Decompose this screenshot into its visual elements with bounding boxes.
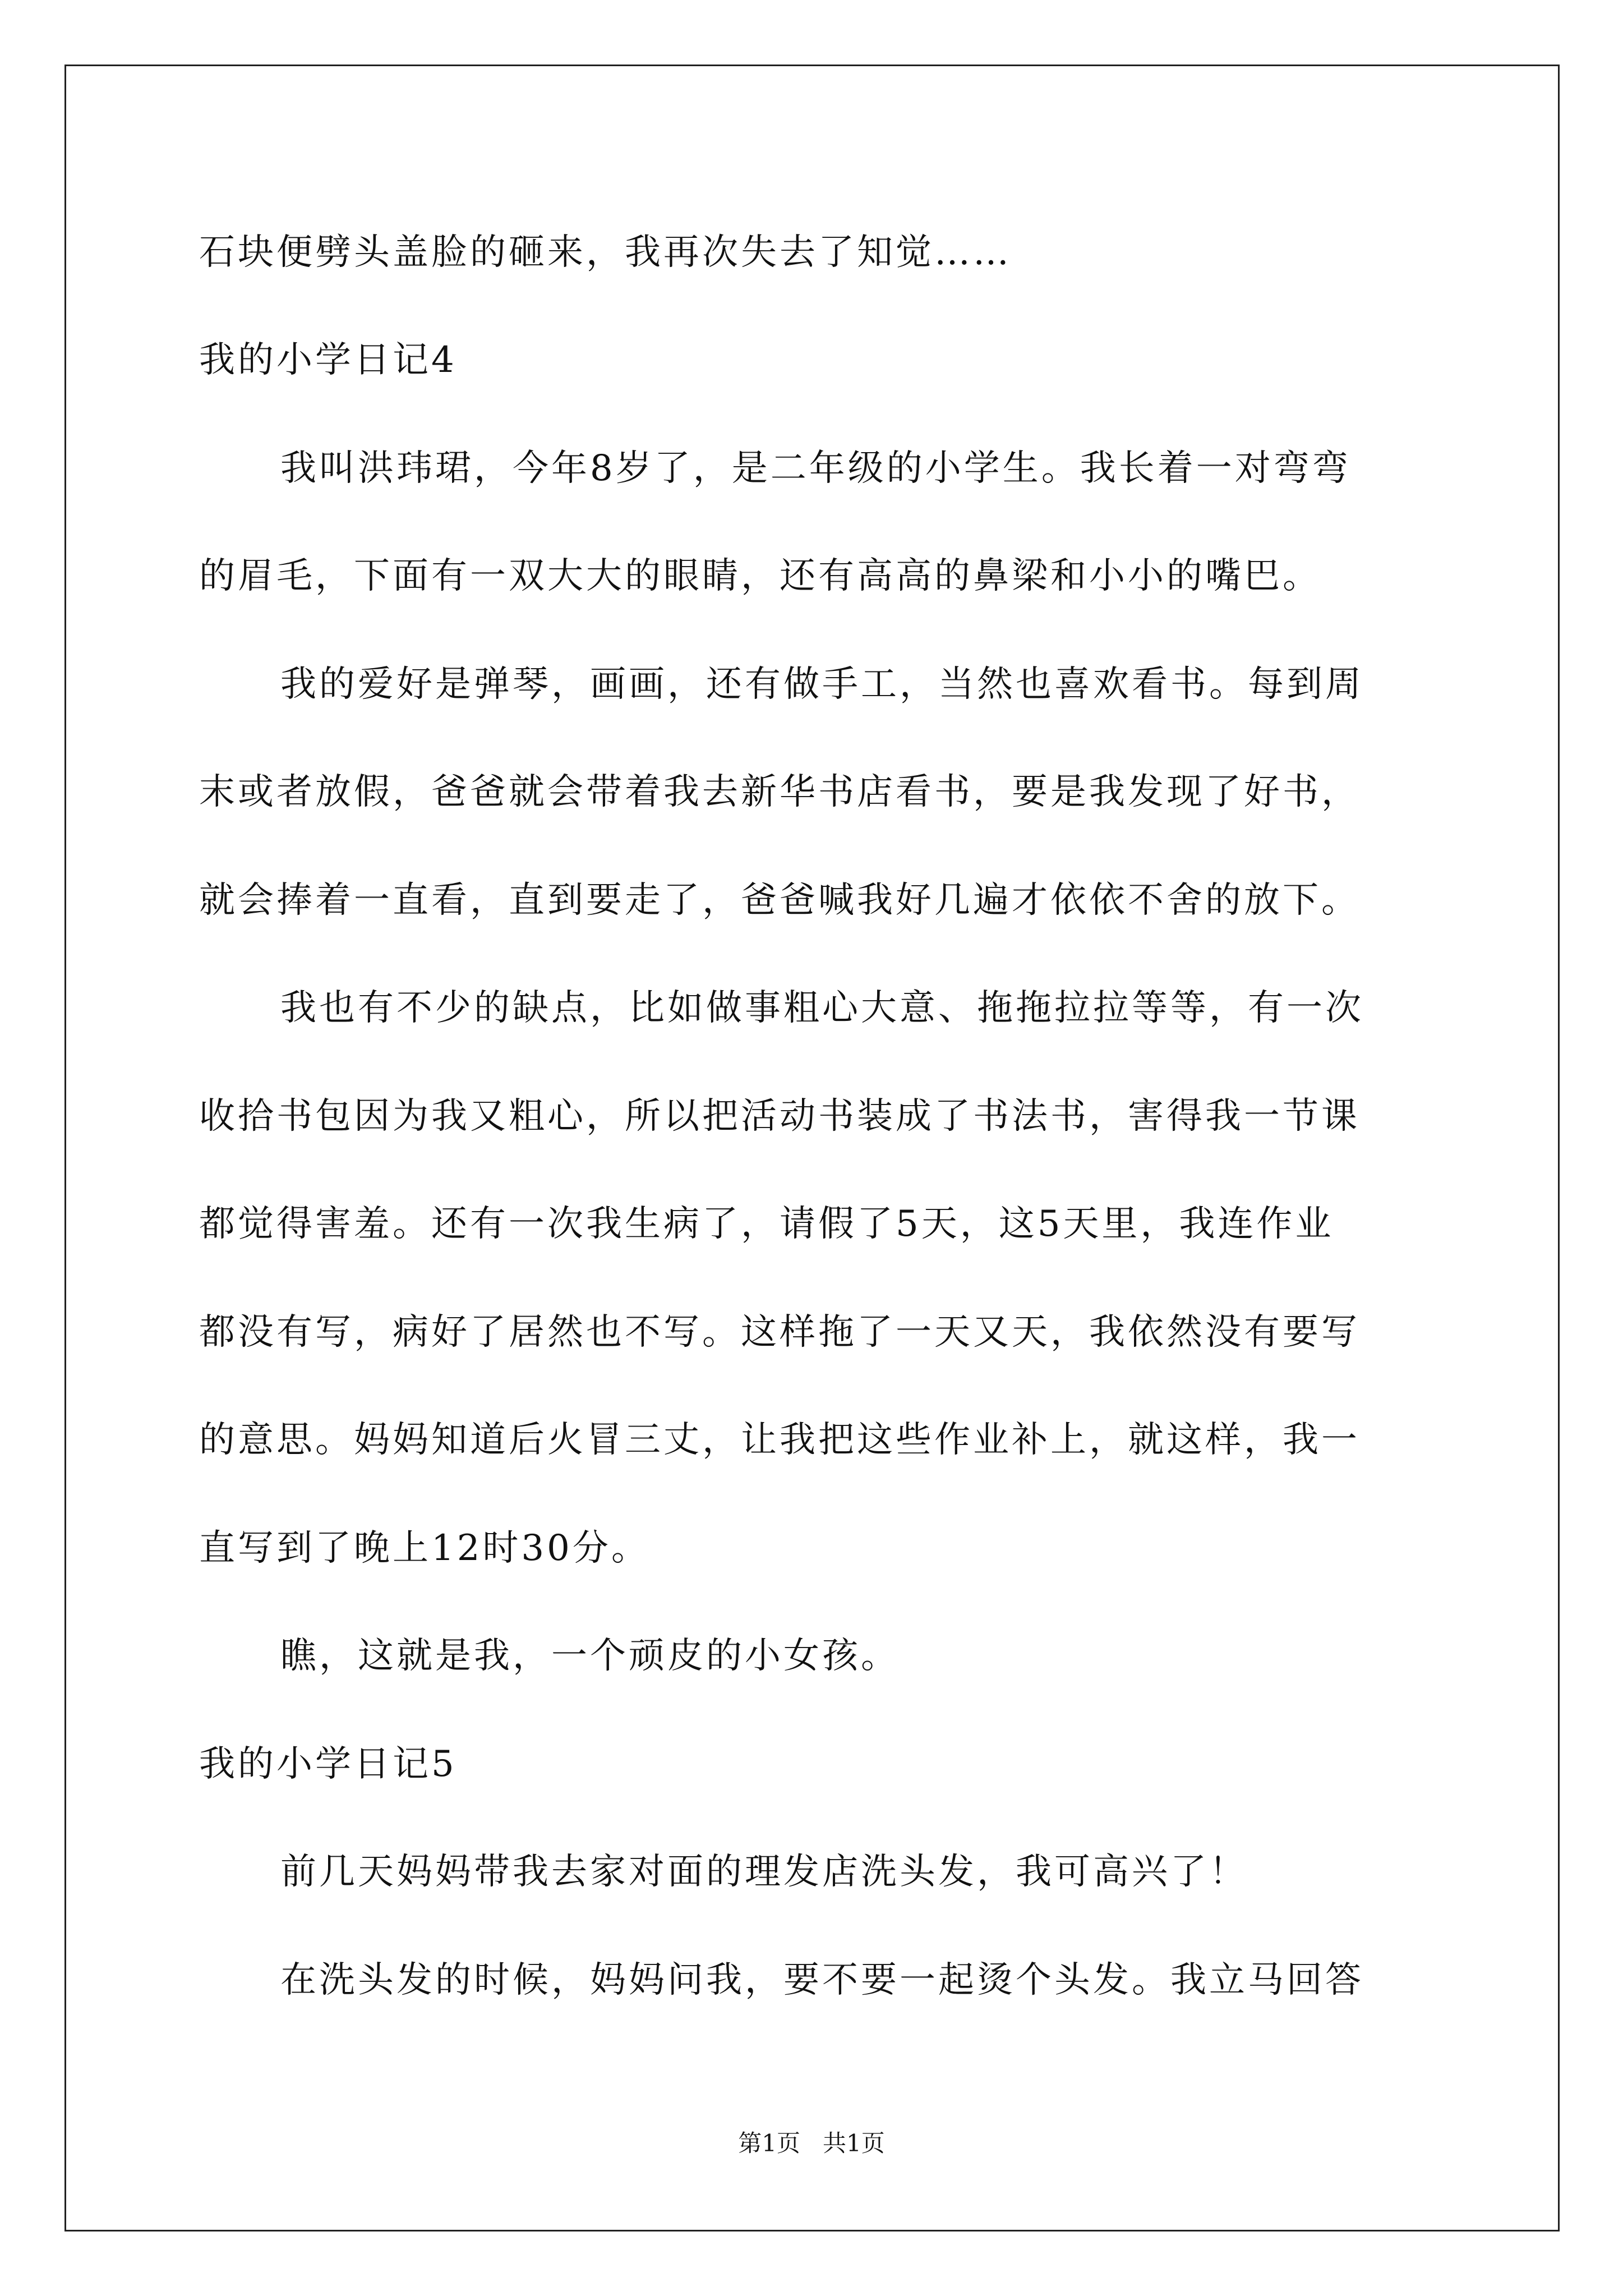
- text-line: 的眉毛，下面有一双大大的眼睛，还有高高的鼻梁和小小的嘴巴。: [199, 555, 1321, 597]
- text-line: 石块便劈头盖脸的砸来，我再次失去了知觉……: [199, 232, 1012, 273]
- section-heading: 我的小学日记5: [199, 1743, 457, 1785]
- paragraph-first-line: 我叫洪玮珺，今年8岁了，是二年级的小学生。我长着一对弯弯: [280, 448, 1351, 489]
- paragraph-first-line: 瞧，这就是我，一个顽皮的小女孩。: [280, 1635, 900, 1677]
- text-line: 都觉得害羞。还有一次我生病了，请假了5天，这5天里，我连作业: [199, 1203, 1334, 1245]
- text-line: 的意思。妈妈知道后火冒三丈，让我把这些作业补上，就这样，我一: [199, 1419, 1360, 1461]
- paragraph-first-line: 我也有不少的缺点，比如做事粗心大意、拖拖拉拉等等，有一次: [280, 987, 1364, 1029]
- text-line: 就会捧着一直看，直到要走了，爸爸喊我好几遍才依依不舍的放下。: [199, 880, 1360, 921]
- text-line: 直写到了晚上12时30分。: [199, 1527, 650, 1569]
- page-border: [64, 65, 1560, 2231]
- paragraph-first-line: 我的爱好是弹琴，画画，还有做手工，当然也喜欢看书。每到周: [280, 664, 1364, 705]
- page-footer: 第1页 共1页: [738, 2129, 885, 2157]
- text-line: 都没有写，病好了居然也不写。这样拖了一天又天，我依然没有要写: [199, 1312, 1360, 1353]
- text-line: 末或者放假，爸爸就会带着我去新华书店看书，要是我发现了好书，: [199, 771, 1360, 813]
- text-line: 收拾书包因为我又粗心，所以把活动书装成了书法书，害得我一节课: [199, 1096, 1360, 1137]
- paragraph-first-line: 在洗头发的时候，妈妈问我，要不要一起烫个头发。我立马回答: [280, 1959, 1364, 2001]
- paragraph-first-line: 前几天妈妈带我去家对面的理发店洗头发，我可高兴了！: [280, 1851, 1248, 1893]
- section-heading: 我的小学日记4: [199, 339, 457, 381]
